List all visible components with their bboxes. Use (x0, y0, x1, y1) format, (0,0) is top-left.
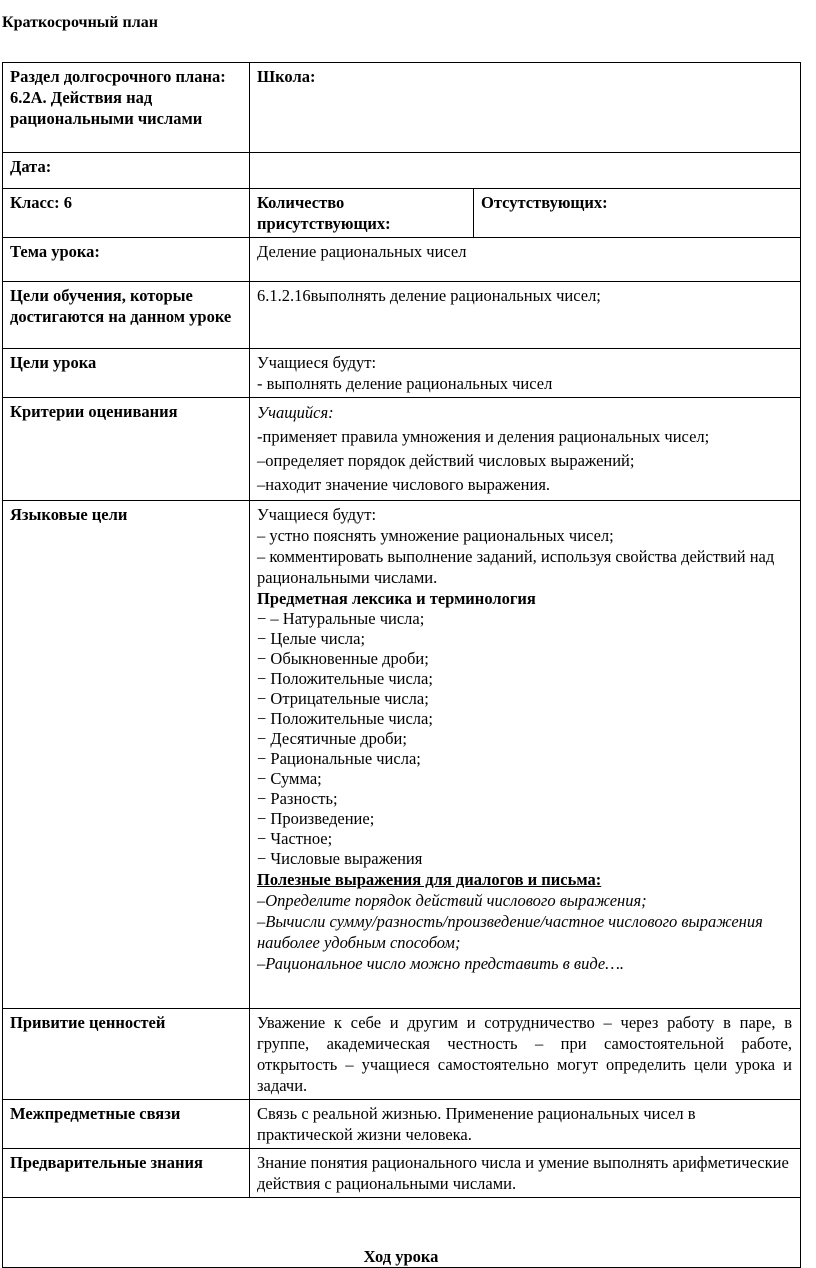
language-line: Учащиеся будут: (257, 505, 377, 524)
row-objectives (3, 282, 801, 349)
phrases-heading: Полезные выражения для диалогов и письма: (257, 870, 602, 889)
vocab-item: − – Натуральные числа; (257, 609, 425, 628)
lesson-flow-heading: Ход урока (363, 1247, 439, 1266)
vocab-item: − Рациональные числа; (257, 749, 421, 768)
row-section (3, 63, 801, 153)
prior-knowledge-value: Знание понятия рационального числа и умение выполнять арифметические действия с рациональными числами. (250, 1149, 801, 1198)
date-label-cell: Дата: (3, 153, 250, 189)
row-date (3, 153, 801, 189)
criteria-line: –определяет порядок действий числовых выражений; (257, 451, 635, 470)
objectives-label: Цели обучения, которые достигаются на данном уроке (3, 282, 250, 349)
school-label-cell: Школа: (250, 63, 801, 153)
lesson-goals-line: Учащиеся будут: (257, 353, 377, 372)
section-label-cell: Раздел долгосрочного плана: 6.2А. Действия над рациональными числами (3, 63, 250, 153)
lesson-goals-value (250, 349, 801, 398)
criteria-intro: Учащийся: (257, 403, 334, 422)
class-label-cell: Класс: 6 (3, 189, 250, 238)
row-criteria (3, 398, 801, 501)
vocab-item: − Обыкновенные дроби; (257, 649, 429, 668)
lesson-flow-cell (3, 1198, 801, 1268)
vocab-heading: Предметная лексика и терминология (257, 589, 536, 608)
lesson-goals-line: - выполнять деление рациональных чисел (257, 374, 553, 393)
topic-label: Тема урока: (3, 238, 250, 282)
document-title: Краткосрочный план (2, 14, 158, 31)
vocab-item: − Целые числа; (257, 629, 366, 648)
vocab-item: − Положительные числа; (257, 709, 433, 728)
language-label: Языковые цели (3, 501, 250, 1009)
vocab-item: − Произведение; (257, 809, 375, 828)
criteria-label: Критерии оценивания (3, 398, 250, 501)
phrase-item: –Рациональное число можно представить в виде…. (257, 954, 624, 973)
row-values (3, 1009, 801, 1100)
row-prior-knowledge (3, 1149, 801, 1198)
topic-value: Деление рациональных чисел (250, 238, 801, 282)
language-value (250, 501, 801, 1009)
criteria-value (250, 398, 801, 501)
phrase-item: –Определите порядок действий числового выражения; (257, 891, 647, 910)
lesson-goals-label: Цели урока (3, 349, 250, 398)
prior-knowledge-label: Предварительные знания (3, 1149, 250, 1198)
absent-label-cell: Отсутствующих: (474, 189, 801, 238)
row-language-goals (3, 501, 801, 1009)
cross-links-value: Связь с реальной жизнью. Применение рациональных чисел в практической жизни человека. (250, 1100, 801, 1149)
row-lesson-flow (3, 1198, 801, 1268)
row-cross-links (3, 1100, 801, 1149)
criteria-line: -применяет правила умножения и деления рациональных чисел; (257, 427, 710, 446)
vocab-item: − Отрицательные числа; (257, 689, 429, 708)
vocab-item: − Положительные числа; (257, 669, 433, 688)
vocab-item: − Сумма; (257, 769, 322, 788)
values-label: Привитие ценностей (3, 1009, 250, 1100)
language-line: – устно пояснять умножение рациональных чисел; (257, 526, 614, 545)
vocab-item: − Десятичные дроби; (257, 729, 407, 748)
row-lesson-goals (3, 349, 801, 398)
values-value: Уважение к себе и другим и сотрудничество – через работу в паре, в группе, академическая честность – при самостоятельной работе, открытость – учащиеся самостоятельно могут определить цели урока и задачи. (250, 1009, 801, 1100)
vocab-item: − Разность; (257, 789, 338, 808)
vocab-item: − Частное; (257, 829, 333, 848)
objectives-value: 6.1.2.16выполнять деление рациональных чисел; (250, 282, 801, 349)
row-class (3, 189, 801, 238)
row-topic (3, 238, 801, 282)
present-label-cell: Количество присутствующих: (250, 189, 474, 238)
language-line: – комментировать выполнение заданий, используя свойства действий над рациональными числами. (257, 547, 775, 587)
criteria-line: –находит значение числового выражения. (257, 475, 551, 494)
vocab-item: − Числовые выражения (257, 849, 423, 868)
phrase-item: –Вычисли сумму/разность/произведение/частное числового выражения наиболее удобным способом; (257, 912, 763, 952)
cross-links-label: Межпредметные связи (3, 1100, 250, 1149)
date-value-cell (250, 153, 801, 189)
lesson-plan-table (2, 62, 801, 1268)
